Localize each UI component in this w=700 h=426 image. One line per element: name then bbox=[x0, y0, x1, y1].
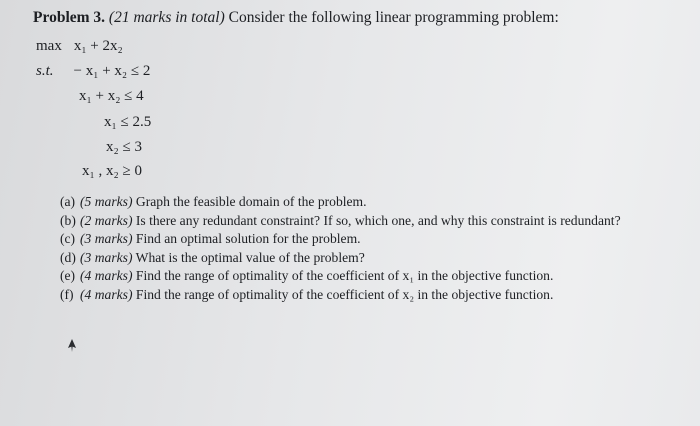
part-label: (a) bbox=[60, 194, 76, 209]
part-text: Is there any redundant constraint? If so, which one, and why this constraint is redundant? bbox=[135, 212, 621, 228]
part-text: Find the range of optimality of the coefficient of x₁ in the objective function. bbox=[135, 268, 554, 283]
problem-number: Problem 3. bbox=[33, 9, 106, 26]
problem-marks: (21 marks in total) bbox=[108, 9, 225, 26]
constraint-4: x₂ ≤ 3 bbox=[106, 139, 142, 155]
part-text: Find the range of optimality of the coefficient of x₂ in the objective function. bbox=[135, 286, 554, 302]
part-label: (f) bbox=[60, 286, 74, 302]
question-parts-list bbox=[60, 193, 660, 304]
question-part-c bbox=[60, 230, 660, 249]
part-label: (c) bbox=[60, 231, 76, 246]
part-label: (d) bbox=[60, 249, 76, 265]
constraint-row-1 bbox=[36, 63, 150, 80]
part-marks: (5 marks) bbox=[80, 194, 133, 209]
mouse-pointer-icon bbox=[66, 339, 78, 353]
part-label: (b) bbox=[60, 212, 76, 228]
constraint-3: x₁ ≤ 2.5 bbox=[104, 114, 152, 130]
problem-intro: Consider the following linear programming problem: bbox=[228, 9, 559, 26]
question-part-d bbox=[60, 249, 660, 268]
part-marks: (4 marks) bbox=[80, 286, 133, 302]
part-label: (e) bbox=[60, 268, 76, 283]
constraint-row-4 bbox=[106, 139, 142, 156]
part-marks: (2 marks) bbox=[80, 212, 133, 228]
st-label: s.t. bbox=[36, 63, 54, 79]
constraint-5: x₁ , x₂ ≥ 0 bbox=[82, 163, 142, 179]
part-text: Graph the feasible domain of the problem. bbox=[135, 194, 367, 209]
max-label: max bbox=[36, 38, 62, 54]
objective-function: x₁ + 2x₂ bbox=[73, 38, 123, 54]
constraint-row-2 bbox=[79, 88, 144, 105]
question-part-b bbox=[60, 212, 660, 231]
part-marks: (3 marks) bbox=[80, 249, 133, 265]
question-part-e bbox=[60, 267, 660, 286]
problem-heading bbox=[33, 9, 559, 27]
question-part-f bbox=[60, 286, 660, 305]
constraint-2: x₁ + x₂ ≤ 4 bbox=[79, 88, 144, 104]
part-marks: (4 marks) bbox=[80, 268, 133, 283]
constraint-1: − x₁ + x₂ ≤ 2 bbox=[73, 63, 151, 79]
question-part-a bbox=[60, 193, 660, 212]
constraint-row-3 bbox=[104, 114, 151, 131]
constraint-row-5 bbox=[82, 163, 142, 180]
objective-line bbox=[36, 38, 123, 55]
part-text: Find an optimal solution for the problem. bbox=[135, 231, 361, 246]
part-text: What is the optimal value of the problem? bbox=[135, 249, 365, 265]
part-marks: (3 marks) bbox=[80, 231, 133, 246]
